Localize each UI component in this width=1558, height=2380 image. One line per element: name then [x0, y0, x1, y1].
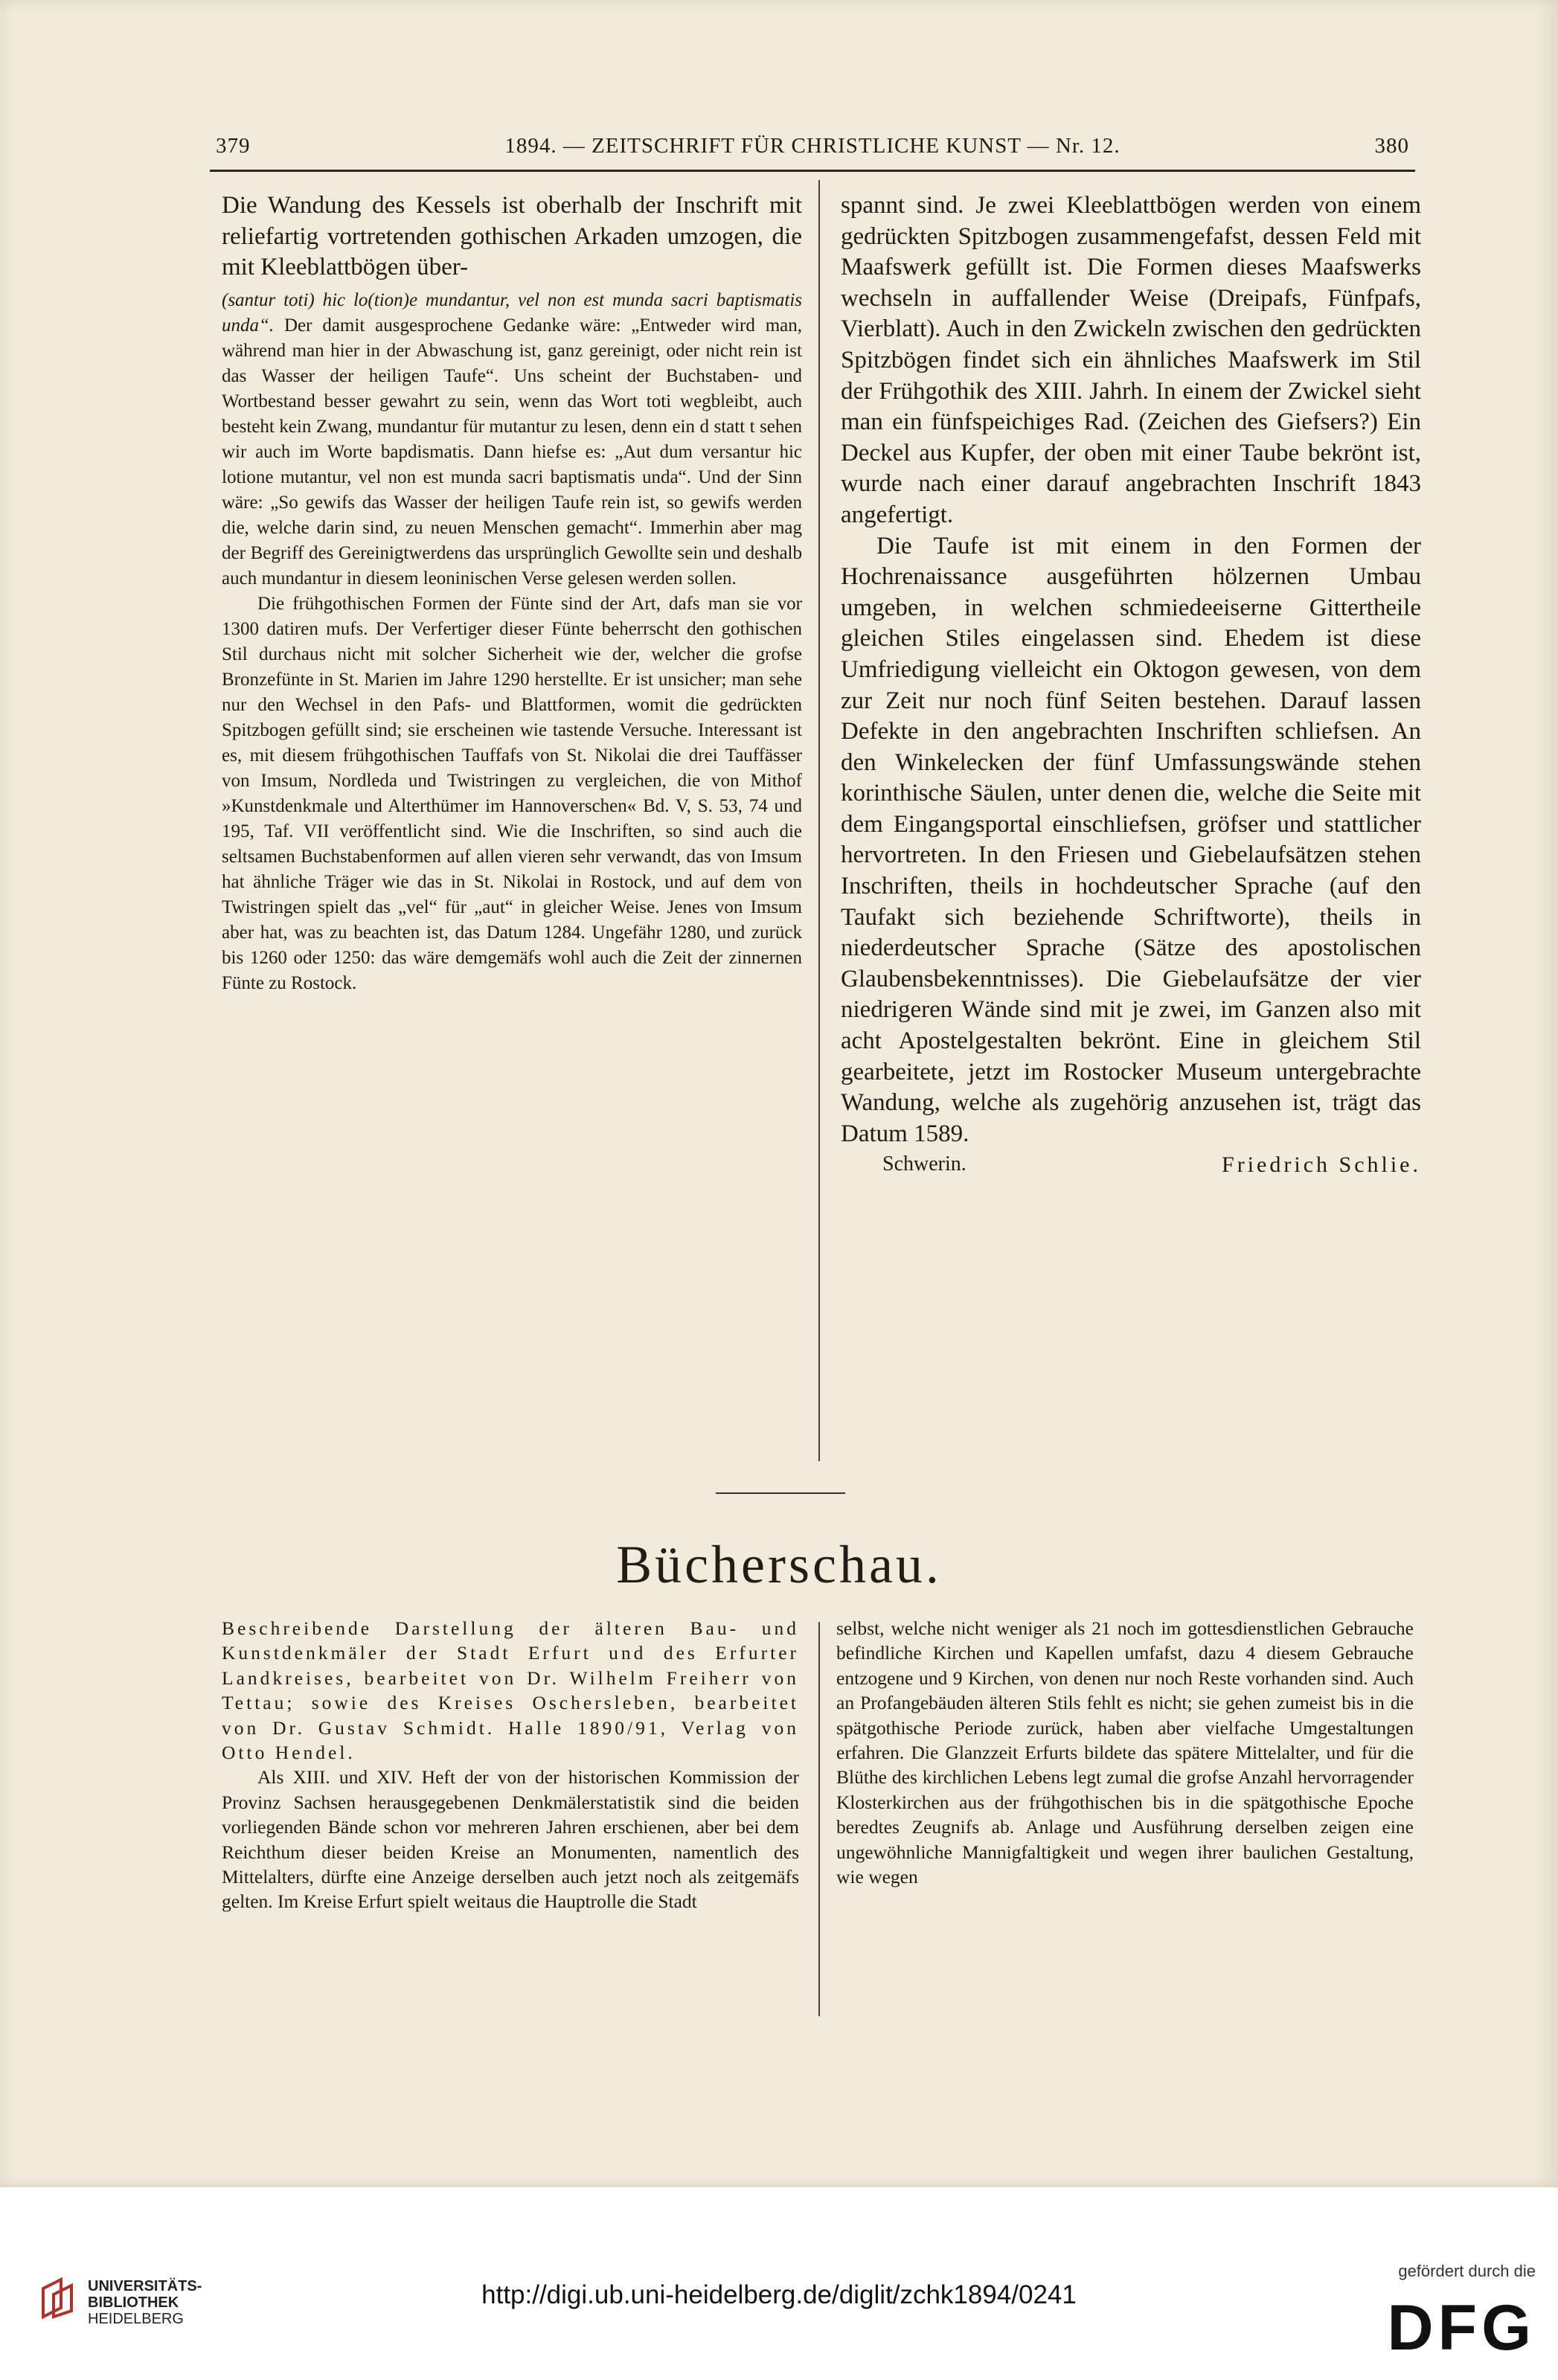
article-paragraph: Die Wandung des Kessels ist oberhalb der Inschrift mit reliefartig vortretenden gothischen Arkaden umzogen, die mit Kleeblattbögen über-	[222, 192, 802, 281]
header-rule	[210, 170, 1415, 172]
article-text: Der damit ausgesprochene Gedanke wäre: „Entweder wird man, während man hier in der Abwaschung ist, ganz gereinigt, oder nicht rein ist das Wasser der heiligen Taufe“. Uns scheint der Buchstaben- und Wortbestand besser gewahrt zu sein, wenn das Wort toti wegbleibt, auch besteht kein Zwang, mundantur für mutantur zu lesen, denn ein d statt t sehen wir auch im Worte bapdismatis. Dann hiefse es: „Aut dum versantur hic lotione mutantur, vel non est munda sacri baptismatis unda“. Und der Sinn wäre: „So gewifs das Wasser der heiligen Taufe rein ist, so gewifs werden die, welche darin sind, zu neuen Menschen gemacht“. Immerhin aber mag der Begriff des Gereinigtwerdens das ursprünglich Gewollte sein und deshalb auch mundantur in diesem leoninischen Verse gelesen werden sollen.	[222, 315, 802, 588]
page-number-left: 379	[216, 134, 251, 158]
signature-line	[841, 1152, 1421, 1178]
column-divider	[818, 1622, 820, 2016]
section-title: Bücherschau.	[616, 1535, 942, 1594]
article-left-column	[222, 190, 802, 996]
citation-text: Beschreibende Darstellung der älteren Bau- und Kunstdenkmäler der Stadt Erfurt und des Erfurter Landkreises, bearbeitet von Dr. Wilhelm Freiherr von Tettau; sowie des Kreises Oschersleben, bearbeitet von Dr. Gustav Schmidt. Halle 1890/91, Verlag von Otto Hendel.	[222, 1617, 799, 1764]
book-citation	[222, 1616, 799, 1765]
digitization-footer	[0, 2187, 1558, 2380]
article-paragraph	[222, 288, 802, 591]
inscription-quote: (santur toti) hic lo(tion)e mundantur, vel non est munda sacri baptismatis unda“.	[222, 289, 802, 336]
article-paragraph: spannt sind. Je zwei Kleeblattbögen werden von einem gedrückten Spitzbogen zusammengefafst, dessen Feld mit Maafswerk gefüllt ist. Die Formen dieses Maafswerks wechseln in auffallender Weise (Dreipafs, Fünfpafs, Vierblatt). Auch in den Zwickeln zwischen den gedrückten Spitzbögen findet sich ein ähnliches Maafswerk im Stil der Frühgothik des XIII. Jahrh. In einem der Zwickel sieht man ein fünfspeichiges Rad. (Zeichen des Giefsers?) Ein Deckel aus Kupfer, der oben mit einer Taube bekrönt ist, wurde nach einer darauf angebrachten Inschrift 1843 angefertigt.	[841, 192, 1421, 528]
column-divider	[818, 180, 820, 1461]
review-left-column	[222, 1616, 799, 1914]
article-paragraph: Die frühgothischen Formen der Fünte sind der Art, dafs man sie vor 1300 datiren mufs. Der Verfertiger dieser Fünte beherrscht den gothischen Stil durchaus nicht mit solcher Sicherheit wie der, welcher die grofse Bronzefünte in St. Marien im Jahre 1290 herstellte. Er ist unsicher; man sehe nur den Wechsel in den Pafs- und Blattformen, womit die gedrückten Spitzbogen gefüllt sind; sie erscheinen wie tastende Versuche. Interessant ist es, mit diesem frühgothischen Tauffafs von St. Nikolai die drei Tauffässer von Imsum, Nordleda und Twistringen zu vergleichen, die von Mithof »Kunstdenkmale und Alterthümer im Hannoverschen« Bd. V, S. 53, 74 und 195, Taf. VII veröffentlicht sind. Wie die Inschriften, so sind auch die seltsamen Buchstabenformen auf allen vieren sehr verwandt, das von Imsum hat ähnliche Träger wie das in St. Nikolai in Rostock, und auf dem von Twistringen spielt das „vel“ für „aut“ in gleicher Weise. Jenes von Imsum aber hat, was zu beachten ist, das Datum 1284. Ungefähr 1280, und zurück bis 1260 oder 1250: das wäre demgemäfs wohl auch die Zeit der zinnernen Fünte zu Rostock.	[222, 593, 802, 993]
signature-author: Friedrich Schlie.	[1222, 1152, 1421, 1178]
article-paragraph: Die Taufe ist mit einem in den Formen der Hochrenaissance ausgeführten hölzernen Umbau umgeben, in welchen schmiedeeiserne Gittertheile gleichen Stiles eingelassen sind. Ehedem ist diese Umfriedigung vielleicht ein Oktogon gewesen, von dem zur Zeit nur noch fünf Seiten bestehen. Darauf lassen Defekte in den angebrachten Inschriften schliefsen. An den Winkelecken der fünf Umfassungswände stehen korinthische Säulen, unter denen die, welche die Seite mit dem Eingangsportal einschliefsen, gröfser und stattlicher hervortreten. In den Friesen und Giebelaufsätzen stehen Inschriften, theils in hochdeutscher Sprache (auf den Taufakt sich beziehende Schriftworte), theils in niederdeutscher Sprache (Sätze des apostolischen Glaubensbekenntnisses). Die Giebelaufsätze der vier niedrigeren Wände sind mit je zwei, im Ganzen also mit acht Apostelgestalten bekrönt. Eine in gleichem Stil gearbeitete, jetzt im Rostocker Museum untergebrachte Wandung, welche als zugehörig anzusehen ist, trägt das Datum 1589.	[841, 532, 1421, 1147]
section-divider	[716, 1492, 845, 1494]
dfg-logo: DFG	[1387, 2292, 1536, 2364]
review-paragraph: selbst, welche nicht weniger als 21 noch im gottesdienstlichen Gebrauche befindliche Kirchen und Kapellen umfafst, dazu 4 diesem Gebrauche entzogene und 9 Kirchen, von denen nur noch Reste vorhanden sind. Auch an Profangebäuden älteren Stils fehlt es nicht; sie gehen zumeist bis in die spätgothische Periode zurück, haben aber vielfache Umgestaltungen erfahren. Die Glanzzeit Erfurts bildete das spätere Mittelalter, und für die Blüthe des kirchlichen Lebens legt zumal die grofse Anzahl hervorragender Klosterkirchen aus der frühgothischen bis in die spätgothische Epoche beredtes Zeugnifs ab. Anlage und Ausführung derselben zeigen eine ungewöhnliche Mannigfaltigkeit und wegen ihrer baulichen Gestaltung, wie wegen	[836, 1617, 1414, 1888]
review-paragraph: Als XIII. und XIV. Heft der von der historischen Kommission der Provinz Sachsen herausgegebenen Denkmälerstatistik sind die beiden vorliegenden Bände schon vor mehreren Jahren erschienen, aber bei dem Reichthum dieser beiden Kreise an Monumenten, namentlich des Mittelalters, dürfte eine Anzeige derselben auch jetzt noch als zeitgemäfs gelten. Im Kreise Erfurt spielt weitaus die Hauptrolle die Stadt	[222, 1766, 799, 1913]
journal-title: 1894. — ZEITSCHRIFT FÜR CHRISTLICHE KUNST — Nr. 12.	[504, 134, 1121, 158]
library-name-line: BIBLIOTHEK	[88, 2294, 179, 2311]
article-right-column	[841, 190, 1421, 1178]
library-name-line: HEIDELBERG	[88, 2311, 184, 2327]
funding-note: gefördert durch die	[1398, 2262, 1536, 2280]
review-right-column	[836, 1616, 1414, 1889]
permalink-url[interactable]: http://digi.ub.uni-heidelberg.de/diglit/zchk1894/0241	[481, 2280, 1077, 2309]
page-number-right: 380	[1374, 134, 1409, 158]
running-header	[210, 128, 1415, 165]
library-name-line: UNIVERSITÄTS-	[88, 2278, 202, 2294]
signature-place: Schwerin.	[882, 1152, 966, 1176]
